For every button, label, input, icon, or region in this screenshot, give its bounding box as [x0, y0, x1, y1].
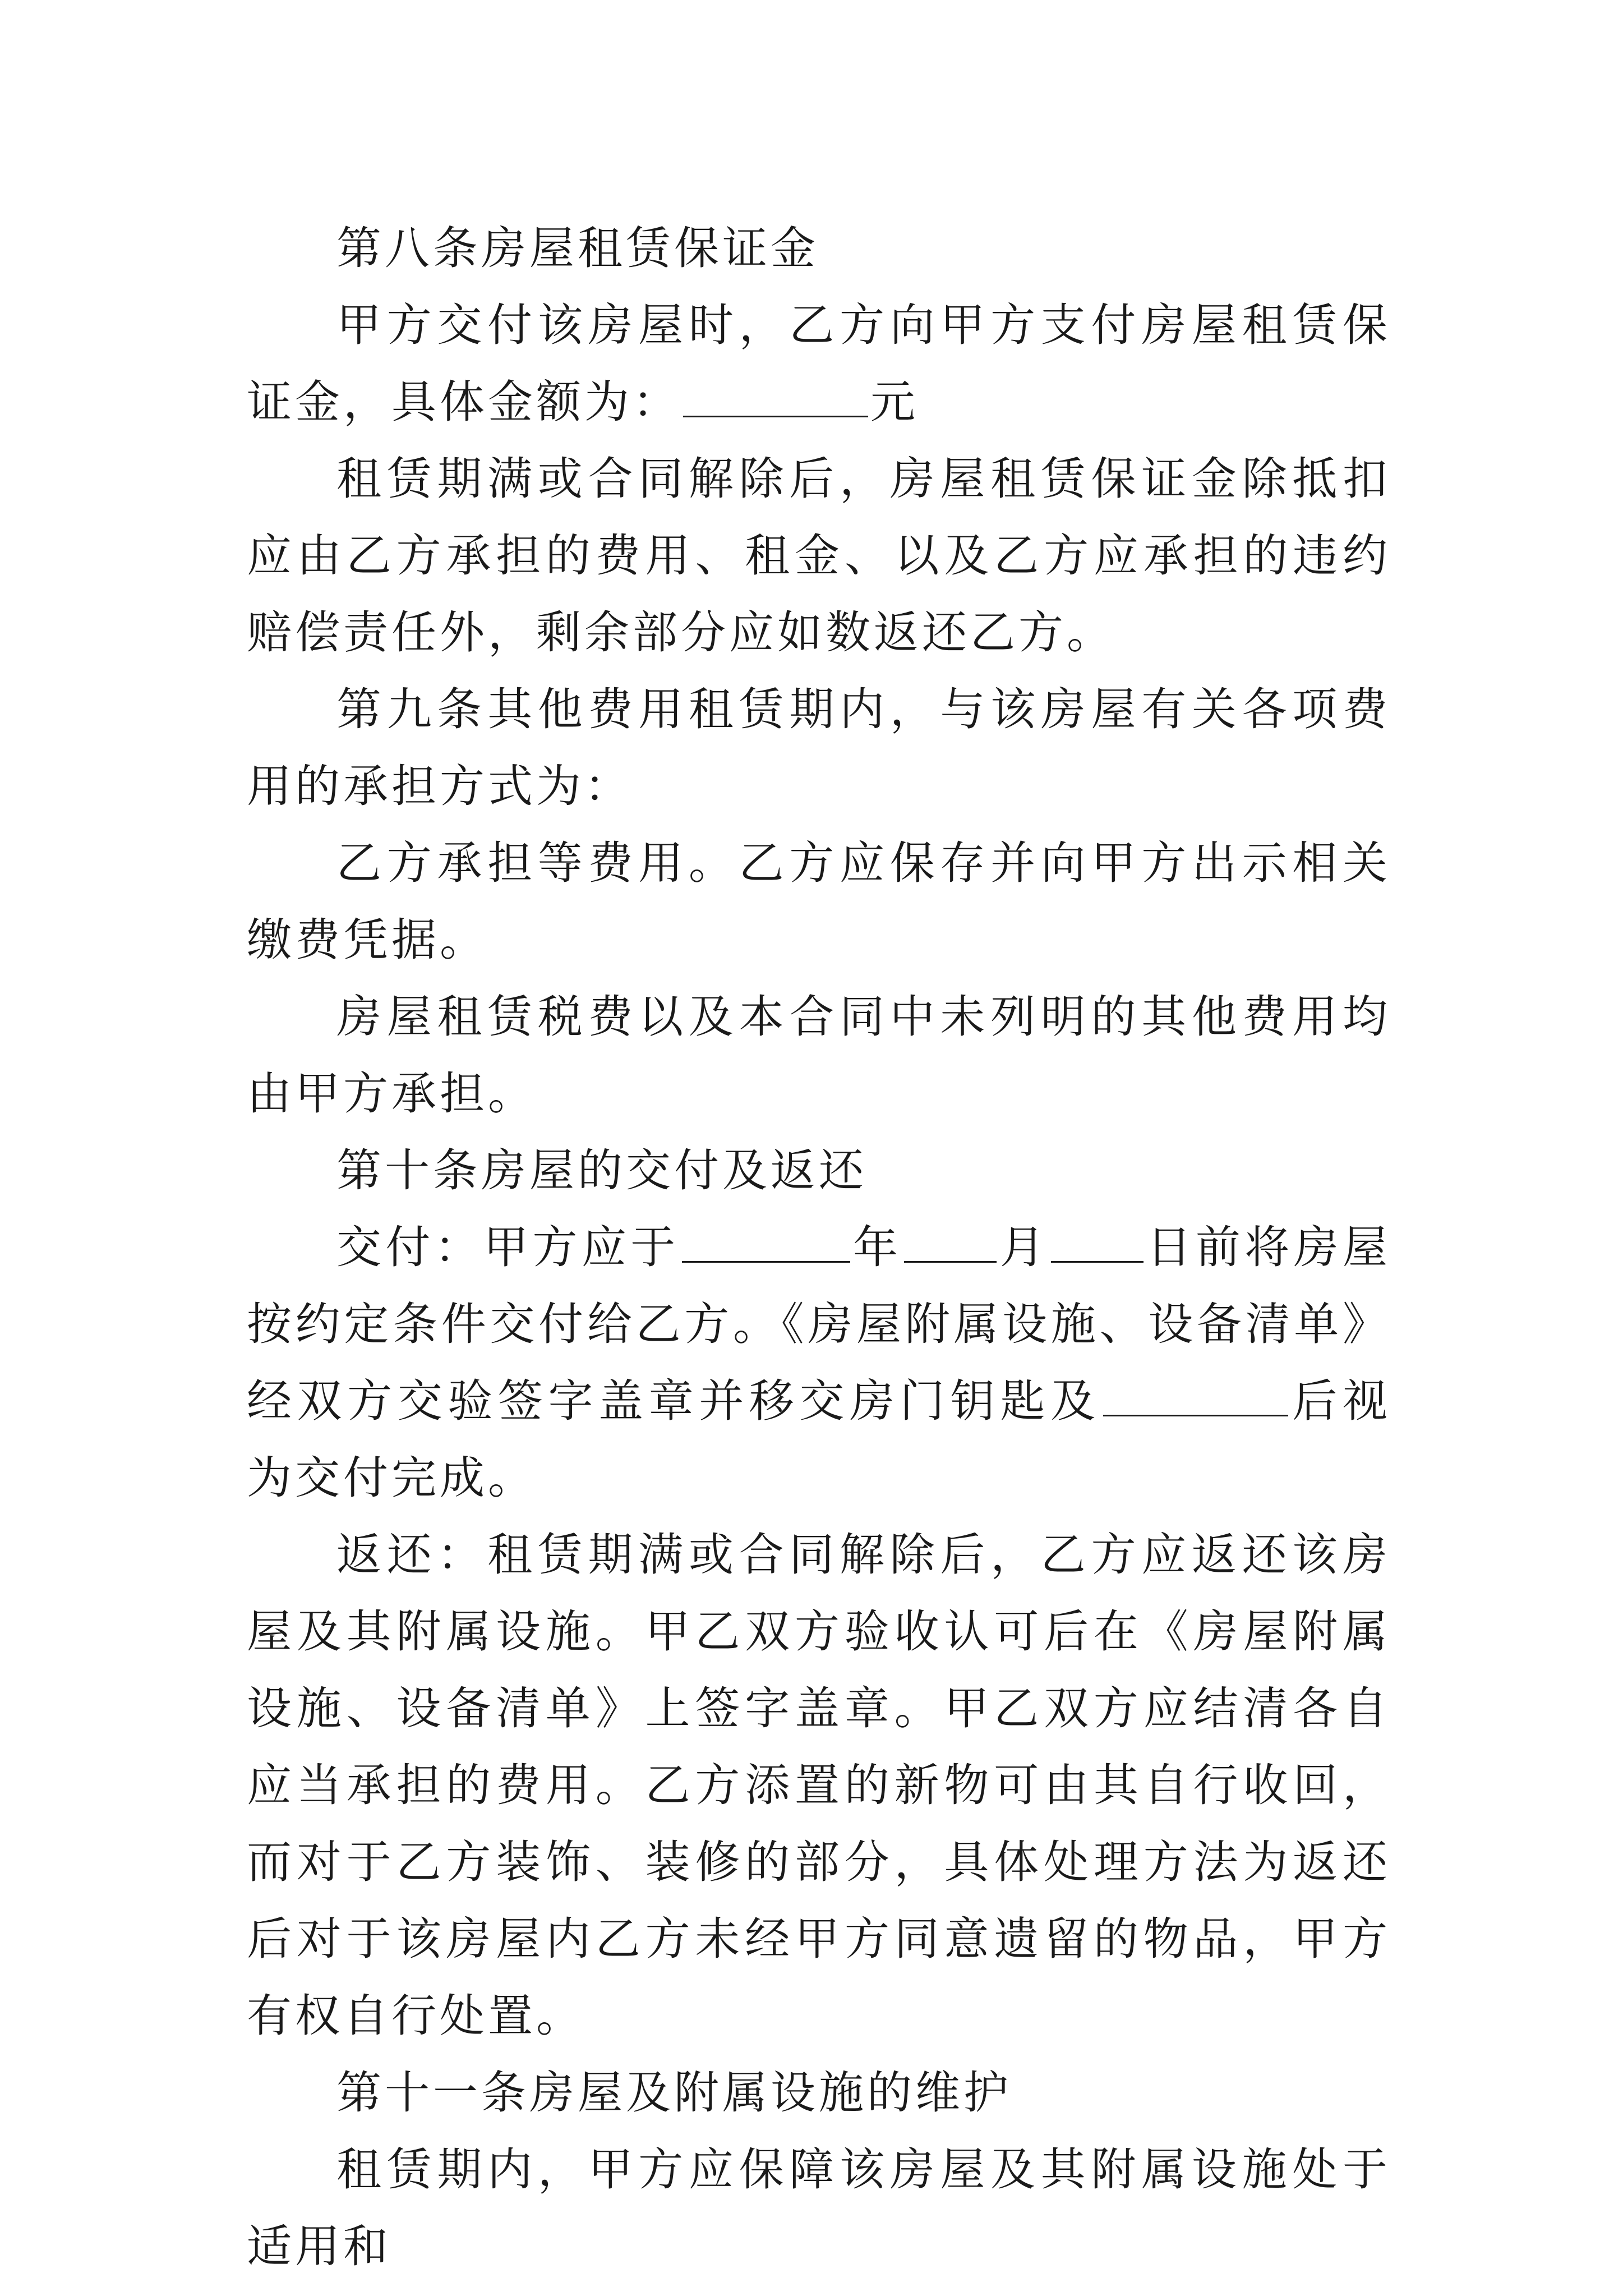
article-8-refund-paragraph: 租赁期满或合同解除后，房屋租赁保证金除抵扣应由乙方承担的费用、租金、以及乙方应承担的违约赔偿责任外，剩余部分应如数返还乙方。 [247, 453, 1391, 659]
article-8-title: 第八条房屋租赁保证金 [336, 222, 819, 274]
article-9-fees-paragraph: 第九条其他费用租赁期内，与该房屋有关各项费用的承担方式为： [247, 683, 1391, 812]
deposit-unit: 元 [870, 376, 919, 428]
contract-body [247, 210, 1391, 2285]
article-8-deposit-paragraph [247, 287, 1391, 440]
deposit-amount-blank [683, 376, 868, 417]
deposit-text: 甲方交付该房屋时，乙方向甲方支付房屋租赁保证金，具体金额为： [247, 299, 1391, 428]
article-10-return-paragraph: 返还：租赁期满或合同解除后，乙方应返还该房屋及其附属设施。甲乙双方验收认可后在《房屋附属设施、设备清单》上签字盖章。甲乙双方应结清各自应当承担的费用。乙方添置的新物可由其自行收回，而对于乙方装饰、装修的部分，具体处理方法为返还后对于该房屋内乙方未经甲方同意遗留的物品，甲方有权自行处置。 [247, 1529, 1391, 2042]
delivery-year-blank [682, 1222, 850, 1263]
article-11-title: 第十一条房屋及附属设施的维护 [336, 2067, 1012, 2119]
delivery-day-blank [1051, 1222, 1144, 1263]
delivery-year-label: 年 [852, 1221, 902, 1273]
delivery-text-start: 交付：甲方应于 [336, 1221, 680, 1273]
delivery-text-middle: 日前将房屋按约定条件交付给乙方。《房屋附属设施、设备清单》经双方交验签字盖章并移交房门钥匙及 [247, 1221, 1391, 1427]
article-9-tenant-fees-paragraph: 乙方承担等费用。乙方应保存并向甲方出示相关缴费凭据。 [247, 837, 1391, 966]
article-10-title: 第十条房屋的交付及返还 [336, 1144, 867, 1197]
article-11-maintenance-paragraph: 租赁期内，甲方应保障该房屋及其附属设施处于适用和 [247, 2143, 1391, 2272]
delivery-text-end: 后视为交付完成。 [247, 1375, 1391, 1504]
delivery-month-label: 月 [999, 1221, 1049, 1273]
article-9-taxes-paragraph: 房屋租赁税费以及本合同中未列明的其他费用均由甲方承担。 [247, 991, 1391, 1120]
delivery-items-blank [1103, 1375, 1288, 1416]
delivery-month-blank [904, 1222, 997, 1263]
article-10-delivery-paragraph [247, 1209, 1391, 1516]
